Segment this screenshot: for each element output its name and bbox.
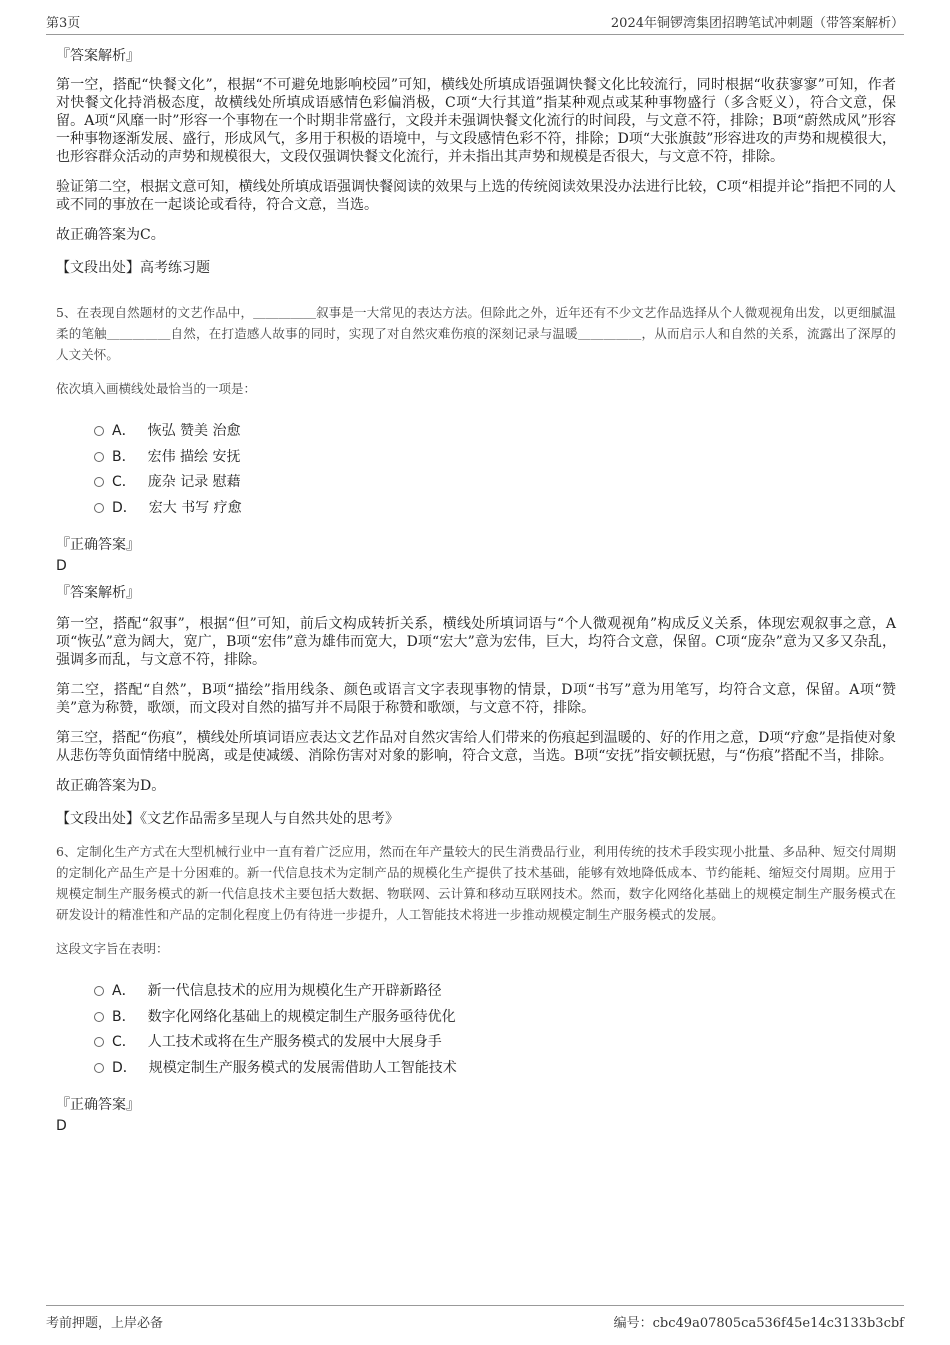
radio-icon[interactable] (94, 986, 104, 996)
page-header (46, 12, 904, 35)
prev-analysis-para-2: 验证第二空，根据文意可知，横线处所填成语强调快餐阅读的效果与上选的传统阅读效果没办法进行比较，C项“相提并论”指把不同的人或不同的事放在一起谈论或看待，符合文意，当选。 (56, 179, 896, 213)
option-d[interactable]: D． 宏大 书写 疗愈 (94, 496, 896, 522)
prev-analysis-para-1: 第一空，搭配“快餐文化”，根据“不可避免地影响校园”可知，横线处所填成语强调快餐文化比较流行，同时根据“收获寥寥”可知，作者对快餐文化持消极态度，故横线处所填成语感情色彩偏消极，C项“大行其道”指某种观点或某种事物盛行（多含贬义），符合文意，保留。A项“风靡一时”形容一个事物在一个时期非常盛行，文段并未强调快餐文化流行的时间段，与文意不符，排除；B项“蔚然成风”形容一种事物逐渐发展、盛行，形成风气，多用于积极的语境中，与文段感情色彩不符，排除；D项“大张旗鼓”形容进攻的声势和规模很大，也形容群众活动的声势和规模很大，文段仅强调快餐文化流行，并未指出其声势和规模是否很大，与文意不符，排除。 (56, 77, 896, 165)
option-a[interactable]: A． 恢弘 赞美 治愈 (94, 419, 896, 445)
radio-icon[interactable] (94, 1063, 104, 1073)
prev-source: 【文段出处】高考练习题 (56, 260, 210, 276)
footer-slogan: 考前押题，上岸必备 (46, 1316, 164, 1331)
prev-conclusion: 故正确答案为C。 (56, 227, 165, 243)
page-number: 第3页 (46, 16, 81, 31)
radio-icon[interactable] (94, 1012, 104, 1022)
option-c[interactable]: C． 庞杂 记录 慰藉 (94, 470, 896, 496)
option-c[interactable]: C． 人工技术或将在生产服务模式的发展中大展身手 (94, 1030, 896, 1056)
radio-icon[interactable] (94, 477, 104, 487)
question-5-conclusion: 故正确答案为D。 (56, 778, 166, 794)
question-6-options (94, 979, 896, 1081)
option-a[interactable]: A． 新一代信息技术的应用为规模化生产开辟新路径 (94, 979, 896, 1005)
question-5-source: 【文段出处】《文艺作品需多呈现人与自然共处的思考》 (56, 811, 399, 827)
option-d[interactable]: D． 规模定制生产服务模式的发展需借助人工智能技术 (94, 1056, 896, 1082)
question-6-prompt: 这段文字旨在表明： (56, 941, 169, 956)
document-title: 2024年铜锣湾集团招聘笔试冲刺题（带答案解析） (610, 16, 904, 31)
option-b[interactable]: B． 宏伟 描绘 安抚 (94, 445, 896, 471)
option-b[interactable]: B． 数字化网络化基础上的规模定制生产服务亟待优化 (94, 1005, 896, 1031)
page-footer (46, 1305, 904, 1333)
prev-analysis-label: 『答案解析』 (56, 48, 140, 64)
question-5-analysis-label: 『答案解析』 (56, 585, 140, 601)
question-6-text: 6、定制化生产方式在大型机械行业中一直有着广泛应用，然而在年产量较大的民生消费品行业，利用传统的技术手段实现小批量、多品种、短交付周期的定制化产品生产是十分困难的。新一代信息技术为定制产品的规模化生产提供了技术基础，能够有效地降低成本、节约能耗、缩短交付周期。应用于规模定制生产服务模式的新一代信息技术主要包括大数据、物联网、云计算和移动互联网技术。然而，数字化网络化基础上的规模定制生产服务模式在研发设计的精准性和产品的定制化程度上仍有待进一步提升，人工智能技术将进一步推动规模定制生产服务模式的发展。 (56, 844, 896, 922)
radio-icon[interactable] (94, 1037, 104, 1047)
question-5-options (94, 419, 896, 521)
question-5-analysis-para-1: 第一空，搭配“叙事”，根据“但”可知，前后文构成转折关系，横线处所填词语与“个人微观视角”构成反义关系，体现宏观叙事之意，A项“恢弘”意为阔大，宽广，B项“宏伟”意为雄伟而宽大，D项“宏大”意为宏伟，巨大，均符合文意，保留。C项“庞杂”意为又多又杂乱，强调多而乱，与文意不符，排除。 (56, 616, 896, 668)
question-5-text: 5、在表现自然题材的文艺作品中，＿＿＿＿＿叙事是一大常见的表达方法。但除此之外，近年还有不少文艺作品选择从个人微观视角出发，以更细腻温柔的笔触＿＿＿＿＿自然，在打造感人故事的同时，实现了对自然灾难伤痕的深刻记录与温暖＿＿＿＿＿，从而启示人和自然的关系，流露出了深厚的人文关怀。 (56, 305, 896, 362)
page-content (56, 44, 896, 1143)
question-5-answer: D (56, 558, 67, 574)
radio-icon[interactable] (94, 426, 104, 436)
question-5-analysis-para-3: 第三空，搭配“伤痕”，横线处所填词语应表达文艺作品对自然灾害给人们带来的伤痕起到温暖的、好的作用之意，D项“疗愈”是指使对象从悲伤等负面情绪中脱离，或是使减缓、消除伤害对对象的影响，符合文意，当选。B项“安抚”指安顿抚慰，与“伤痕”搭配不当，排除。 (56, 730, 896, 764)
question-5-prompt: 依次填入画横线处最恰当的一项是： (56, 381, 257, 396)
radio-icon[interactable] (94, 503, 104, 513)
radio-icon[interactable] (94, 452, 104, 462)
document-id: 编号：cbc49a07805ca536f45e14c3133b3cbf (613, 1316, 904, 1331)
question-5-answer-label: 『正确答案』 (56, 537, 140, 553)
question-6-answer-label: 『正确答案』 (56, 1097, 140, 1113)
question-5-analysis-para-2: 第二空，搭配“自然”，B项“描绘”指用线条、颜色或语言文字表现事物的情景，D项“书写”意为用笔写，均符合文意，保留。A项“赞美”意为称赞，歌颂，而文段对自然的描写并不局限于称赞和歌颂，与文意不符，排除。 (56, 682, 896, 716)
question-6-answer: D (56, 1118, 67, 1134)
